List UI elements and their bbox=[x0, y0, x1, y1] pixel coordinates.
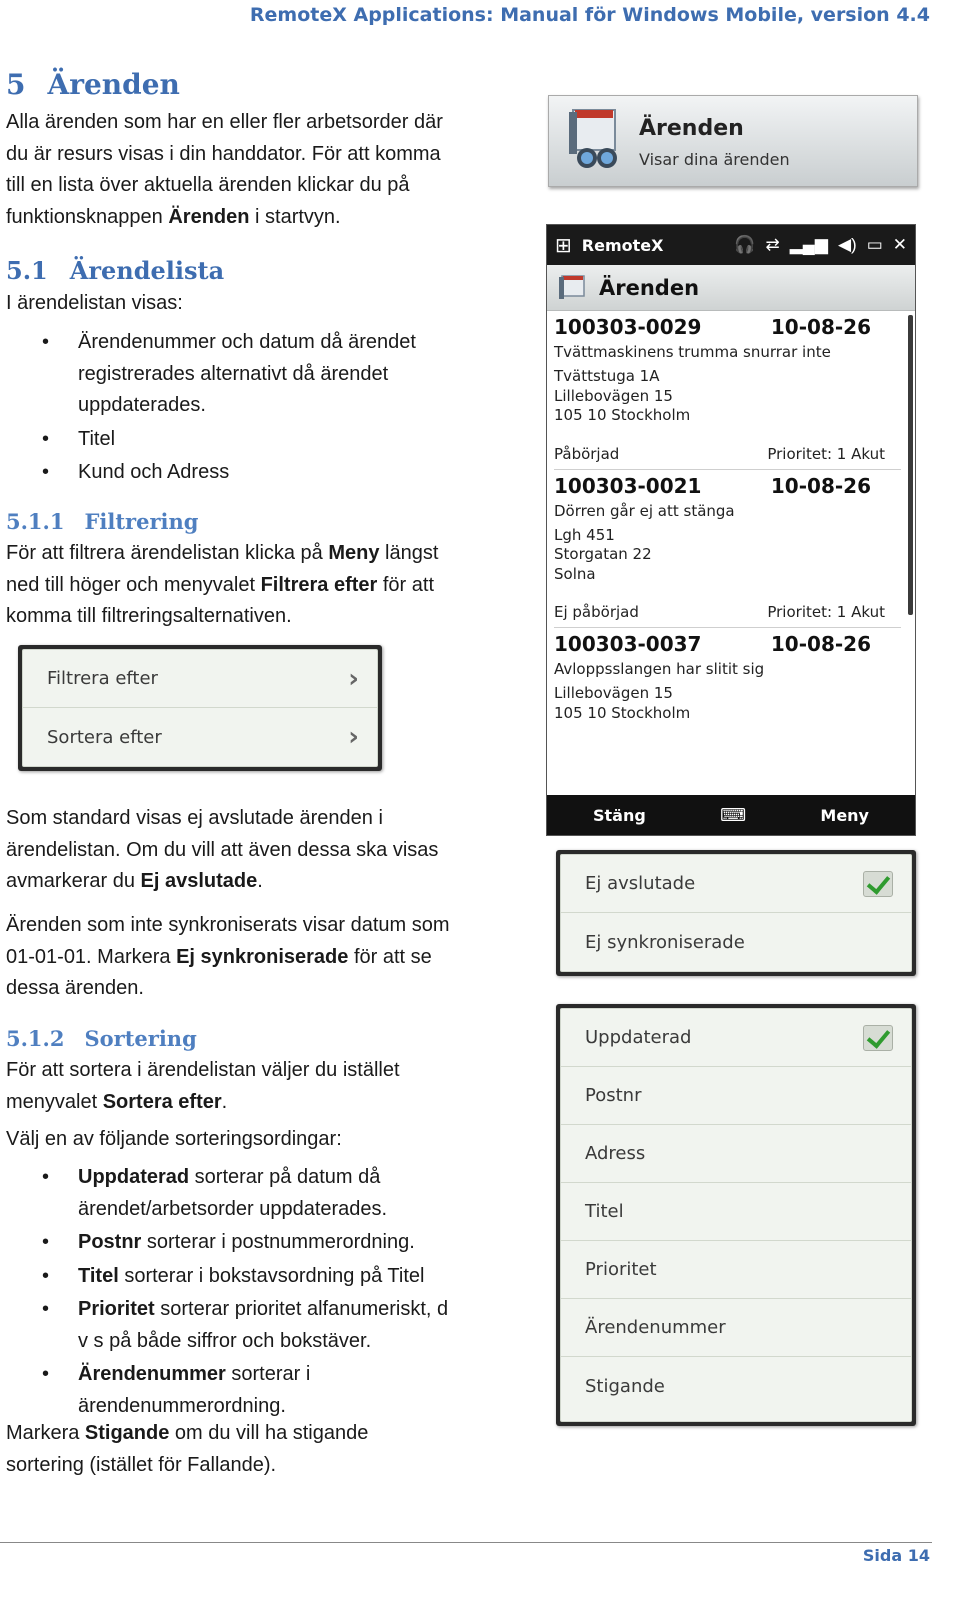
menu-softkey[interactable]: Meny bbox=[820, 805, 869, 825]
text: sorterar i ärendenummerordning. bbox=[78, 1363, 311, 1417]
section-5-1-bullets bbox=[78, 327, 448, 491]
menu-item-label: Sortera efter bbox=[47, 726, 162, 748]
case-title: Dörren går ej att stänga bbox=[554, 501, 735, 520]
case-number: 100303-0029 bbox=[554, 315, 702, 339]
case-address bbox=[554, 684, 901, 723]
text: . bbox=[221, 1090, 228, 1113]
case-status: Ej påbörjad bbox=[554, 603, 639, 621]
case-date: 10-08-26 bbox=[770, 632, 871, 656]
sort-options-menu bbox=[556, 1004, 916, 1426]
list-item: • Ärendenummer och datum då ärendet registrerades alternativt då ärendet uppdaterades. bbox=[78, 327, 448, 422]
list-item: • Kund och Adress bbox=[78, 457, 448, 489]
case-title: Avloppsslangen har slitit sig bbox=[554, 660, 765, 678]
list-item[interactable] bbox=[554, 628, 901, 729]
case-address bbox=[554, 526, 901, 585]
heading-title: Ärendelista bbox=[69, 256, 225, 285]
case-title: Tvättmaskinens trumma snurrar inte bbox=[554, 343, 831, 361]
text: sorterar i postnummerordning. bbox=[141, 1231, 415, 1253]
heading-number: 5.1 bbox=[6, 256, 48, 285]
text: Markera bbox=[6, 1422, 85, 1444]
text: Ärenden som inte synkroniserats visar datum som 01-01-01. Markera bbox=[6, 914, 450, 968]
menu-item-label: Stigande bbox=[585, 1375, 665, 1397]
phone-screen bbox=[546, 224, 916, 836]
menu-item-label: Titel bbox=[585, 1201, 624, 1222]
bold-text: Filtrera efter bbox=[260, 573, 378, 596]
binoculars-icon bbox=[557, 274, 587, 302]
section-5-1-2-lead: Välj en av följande sorteringsordingar: bbox=[6, 1128, 342, 1150]
status-bar bbox=[547, 225, 915, 265]
list-item bbox=[78, 1227, 458, 1259]
menu-item-label: Prioritet bbox=[585, 1259, 657, 1280]
scrollbar[interactable] bbox=[908, 315, 913, 615]
address-line: 105 10 Stockholm bbox=[554, 703, 691, 722]
screen-title: Ärenden bbox=[599, 275, 700, 300]
bold-text: Uppdaterad bbox=[78, 1166, 190, 1188]
bold-text: Postnr bbox=[78, 1231, 142, 1253]
menu-item-title[interactable] bbox=[561, 1183, 911, 1241]
close-softkey[interactable]: Stäng bbox=[593, 805, 646, 825]
bold-text: Ej avslutade bbox=[140, 870, 258, 892]
section-5-1-1-p3 bbox=[6, 910, 466, 1005]
text: längst ned till höger och menyvalet bbox=[6, 542, 439, 596]
filter-menu-screenshot bbox=[18, 645, 382, 771]
list-item bbox=[78, 1359, 458, 1422]
cases-banner[interactable] bbox=[548, 95, 918, 187]
text: för att se dessa ärenden. bbox=[6, 945, 432, 999]
softkey-bar bbox=[547, 795, 915, 835]
chevron-right-icon: › bbox=[348, 722, 359, 752]
menu-item-case-number[interactable] bbox=[561, 1299, 911, 1357]
address-line: 105 10 Stockholm bbox=[554, 406, 691, 424]
address-line: Lgh 451 bbox=[554, 525, 615, 544]
headset-icon: 🎧 bbox=[734, 235, 756, 254]
windows-logo-icon[interactable]: ⊞ bbox=[555, 234, 572, 257]
bold-text: Titel bbox=[78, 1264, 119, 1287]
heading-section-5 bbox=[6, 68, 180, 101]
case-number: 100303-0021 bbox=[554, 473, 702, 498]
menu-item-postnr[interactable] bbox=[561, 1067, 911, 1125]
intro-text-end: i startvyn. bbox=[249, 205, 341, 228]
section-5-1-lead: I ärendelistan visas: bbox=[6, 292, 183, 314]
heading-section-5-1-1 bbox=[6, 509, 198, 534]
heading-number: 5 bbox=[6, 68, 26, 101]
page-number: Sida 14 bbox=[862, 1546, 930, 1565]
heading-number: 5.1.1 bbox=[6, 509, 65, 534]
section-5-intro bbox=[6, 107, 456, 233]
menu-item-priority[interactable] bbox=[561, 1241, 911, 1299]
heading-number: 5.1.2 bbox=[6, 1026, 65, 1051]
menu-item-updated[interactable] bbox=[561, 1009, 911, 1067]
menu-item-not-finished[interactable] bbox=[561, 855, 911, 913]
list-item[interactable] bbox=[554, 311, 901, 470]
menu-item-label: Ärendenummer bbox=[585, 1317, 726, 1338]
menu-item-label: Ej avslutade bbox=[585, 873, 696, 894]
menu-item-address[interactable] bbox=[561, 1125, 911, 1183]
address-line: Solna bbox=[554, 564, 596, 583]
menu-item-label: Ej synkroniserade bbox=[585, 931, 745, 953]
text: . bbox=[257, 870, 263, 892]
battery-icon: ▭ bbox=[866, 235, 883, 254]
case-number: 100303-0037 bbox=[554, 632, 702, 656]
menu-item-label: Filtrera efter bbox=[47, 668, 158, 689]
signal-icon: ▂▄▆ bbox=[789, 235, 828, 254]
menu-item-not-synced[interactable] bbox=[561, 913, 911, 971]
heading-title: Sortering bbox=[84, 1026, 197, 1051]
bold-text: Meny bbox=[328, 542, 380, 564]
text: Som standard visas ej avslutade ärenden i ärendelistan. Om du vill att även dessa ska visas avmarkerar du bbox=[6, 807, 439, 892]
bold-text: Sortera efter bbox=[102, 1090, 222, 1113]
menu-item-label: Uppdaterad bbox=[585, 1027, 692, 1048]
bold-text: Prioritet bbox=[78, 1298, 155, 1320]
checkbox-checked-icon[interactable] bbox=[863, 1025, 893, 1051]
menu-item-label: Adress bbox=[585, 1143, 646, 1164]
list-item bbox=[78, 1162, 458, 1225]
case-list bbox=[547, 311, 915, 795]
close-icon[interactable]: ✕ bbox=[892, 235, 907, 254]
app-name: RemoteX bbox=[581, 235, 664, 255]
text: För att filtrera ärendelistan klicka på bbox=[6, 542, 329, 564]
menu-item-ascending[interactable] bbox=[561, 1357, 911, 1415]
case-date: 10-08-26 bbox=[770, 473, 871, 498]
menu-item-filter[interactable] bbox=[23, 650, 377, 708]
case-priority: Prioritet: 1 Akut bbox=[767, 444, 885, 463]
case-priority: Prioritet: 1 Akut bbox=[767, 603, 885, 621]
heading-title: Ärenden bbox=[47, 68, 180, 101]
address-line: Lillebovägen 15 bbox=[554, 684, 673, 702]
bold-text: Ej synkroniserade bbox=[176, 945, 349, 968]
app-title-bar bbox=[547, 265, 915, 311]
binoculars-icon bbox=[563, 108, 629, 174]
text: sorterar prioritet alfanumeriskt, d v s på både siffror och bokstäver. bbox=[78, 1298, 449, 1352]
case-status: Påbörjad bbox=[554, 444, 620, 463]
address-line: Lillebovägen 15 bbox=[554, 386, 673, 405]
address-line: Storgatan 22 bbox=[554, 545, 652, 563]
banner-title: Ärenden bbox=[639, 116, 744, 141]
case-date: 10-08-26 bbox=[770, 315, 871, 339]
text: För att sortera i ärendelistan väljer du istället menyvalet bbox=[6, 1059, 400, 1113]
bold-text: Ärendenummer bbox=[78, 1363, 226, 1385]
section-5-1-1-p2 bbox=[6, 803, 466, 898]
text: sorterar på datum då ärendet/arbetsorder uppdaterades. bbox=[78, 1166, 388, 1220]
sync-arrows-icon: ⇄ bbox=[765, 235, 780, 254]
heading-title: Filtrering bbox=[84, 509, 199, 534]
filter-options-menu bbox=[556, 850, 916, 976]
intro-text: Alla ärenden som har en eller fler arbetsorder där du är resurs visas i din handdator. För att komma till en lista över aktuella ärenden klickar du på funktionsknappen bbox=[6, 111, 443, 228]
chevron-right-icon: › bbox=[348, 663, 359, 694]
list-item bbox=[78, 1294, 458, 1357]
running-header: RemoteX Applications: Manual för Windows Mobile, version 4.4 bbox=[249, 4, 930, 26]
checkbox-checked-icon[interactable] bbox=[863, 871, 893, 897]
case-address bbox=[554, 367, 901, 426]
menu-item-sort[interactable] bbox=[23, 708, 377, 766]
text: sorterar i bokstavsordning på Titel bbox=[118, 1264, 425, 1287]
text: för att komma till filtreringsalternativen. bbox=[6, 573, 435, 627]
list-item[interactable] bbox=[554, 470, 901, 629]
intro-bold: Ärenden bbox=[168, 205, 250, 228]
section-5-1-1-p1 bbox=[6, 538, 471, 633]
keyboard-icon[interactable]: ⌨ bbox=[720, 804, 747, 826]
sort-order-list bbox=[78, 1162, 458, 1424]
section-5-1-2-closing bbox=[6, 1418, 426, 1481]
heading-section-5-1-2 bbox=[6, 1026, 197, 1051]
list-item: • Titel bbox=[78, 424, 448, 456]
banner-subtitle: Visar dina ärenden bbox=[639, 150, 790, 169]
list-item bbox=[78, 1261, 458, 1293]
menu-item-label: Postnr bbox=[585, 1085, 642, 1106]
speaker-icon: ◀) bbox=[837, 235, 857, 254]
section-5-1-2-p1 bbox=[6, 1055, 446, 1118]
text: om du vill ha stigande sortering (istället för Fallande). bbox=[6, 1422, 369, 1476]
address-line: Tvättstuga 1A bbox=[554, 367, 660, 385]
bold-text: Stigande bbox=[84, 1422, 170, 1444]
heading-section-5-1 bbox=[6, 256, 224, 285]
footer-divider bbox=[0, 1542, 932, 1543]
